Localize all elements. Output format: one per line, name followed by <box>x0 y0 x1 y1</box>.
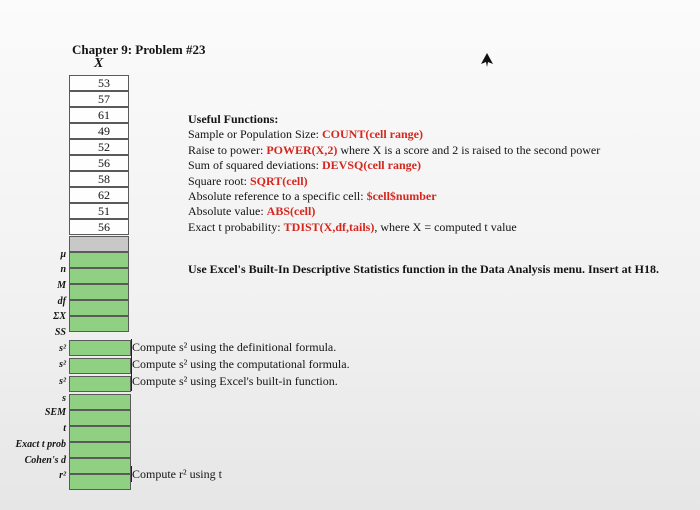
compute-r2: Compute r² using t <box>132 467 222 481</box>
sem-cell[interactable] <box>69 410 131 426</box>
label-ss: SS <box>54 327 66 338</box>
function-item: Sample or Population Size: COUNT(cell range) <box>188 127 423 142</box>
s-cell[interactable] <box>69 394 131 410</box>
compute-s2-builtin: Compute s² using Excel's built-in function. <box>132 374 338 388</box>
label-cohens-d: Cohen's d <box>24 455 66 466</box>
label-s2-builtin: s² <box>59 376 66 387</box>
descriptive-stats-note: Use Excel's Built-In Descriptive Statistics function in the Data Analysis menu. Insert at H18. <box>188 262 659 276</box>
x-cell[interactable]: 51 <box>69 203 129 219</box>
function-item: Absolute value: ABS(cell) <box>188 204 316 219</box>
x-cell[interactable]: 58 <box>69 171 129 187</box>
functions-heading: Useful Functions: <box>188 112 279 126</box>
r2-cell[interactable] <box>69 474 131 490</box>
label-s2-comp: s² <box>59 359 66 370</box>
x-cell[interactable]: 52 <box>69 139 129 155</box>
label-sum-x: ΣX <box>53 311 66 322</box>
cohens-d-cell[interactable] <box>69 458 131 474</box>
label-r2: r² <box>59 470 66 481</box>
compute-s2-computational: Compute s² using the computational formula. <box>132 357 350 371</box>
x-cell[interactable]: 56 <box>69 155 129 171</box>
label-t: t <box>63 423 66 434</box>
ss-cell[interactable] <box>69 316 129 332</box>
x-column-header: X <box>94 56 104 71</box>
mu-cell[interactable] <box>69 236 129 252</box>
function-item: Absolute reference to a specific cell: $cell$number <box>188 189 437 204</box>
s2-computational-cell[interactable] <box>69 358 131 374</box>
label-mu: μ <box>60 249 66 260</box>
x-cell[interactable]: 53 <box>69 75 129 91</box>
label-exact-t-prob: Exact t prob <box>15 439 66 450</box>
mean-cell[interactable] <box>69 268 129 284</box>
label-s2-def: s² <box>59 343 66 354</box>
label-sem: SEM <box>44 407 66 418</box>
x-cell[interactable]: 56 <box>69 219 129 235</box>
x-cell[interactable]: 61 <box>69 107 129 123</box>
n-cell[interactable] <box>69 252 129 268</box>
compute-s2-definitional: Compute s² using the definitional formula. <box>132 340 337 354</box>
x-cell[interactable]: 49 <box>69 123 129 139</box>
function-item: Raise to power: POWER(X,2) where X is a score and 2 is raised to the second power <box>188 142 601 157</box>
cursor-arrow-icon <box>480 52 494 73</box>
label-df: df <box>57 296 66 307</box>
function-item: Square root: SQRT(cell) <box>188 173 308 188</box>
s2-builtin-cell[interactable] <box>69 376 131 392</box>
s2-definitional-cell[interactable] <box>69 340 131 356</box>
x-cell[interactable]: 62 <box>69 187 129 203</box>
exact-t-prob-cell[interactable] <box>69 442 131 458</box>
x-cell[interactable]: 57 <box>69 91 129 107</box>
label-m: M <box>57 280 66 291</box>
df-cell[interactable] <box>69 284 129 300</box>
function-item: Exact t probability: TDIST(X,df,tails), where X = computed t value <box>188 219 517 234</box>
problem-title: Chapter 9: Problem #23 <box>72 42 206 57</box>
label-s: s <box>62 393 66 404</box>
label-n: n <box>60 264 66 275</box>
function-item: Sum of squared deviations: DEVSQ(cell range) <box>188 158 421 173</box>
t-cell[interactable] <box>69 426 131 442</box>
sum-x-cell[interactable] <box>69 300 129 316</box>
useful-functions-panel <box>188 112 600 235</box>
